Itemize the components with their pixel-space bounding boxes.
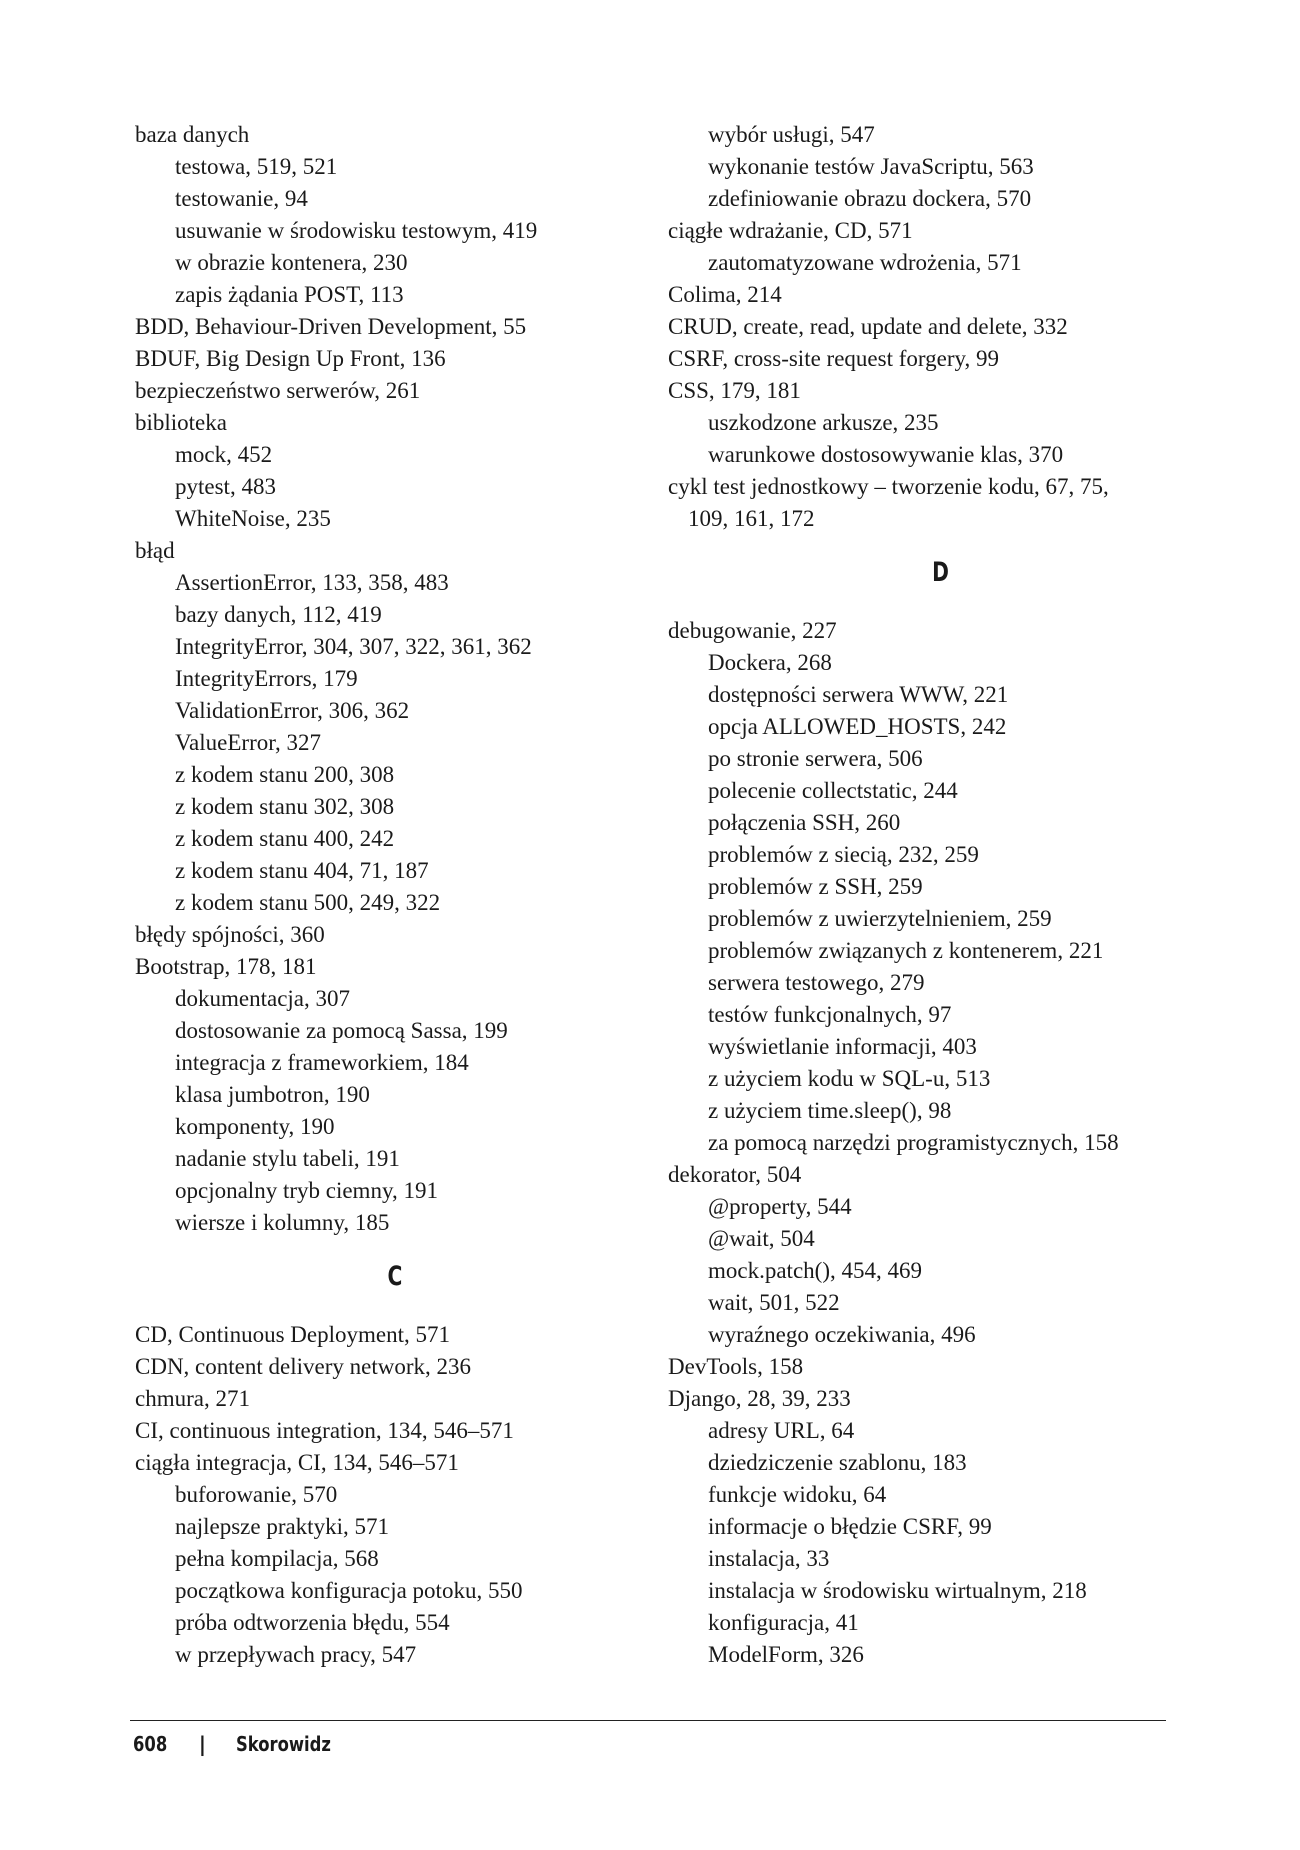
index-subentry: komponenty, 190 bbox=[175, 1114, 335, 1139]
index-subentry: instalacja, 33 bbox=[708, 1546, 830, 1571]
index-subentry: uszkodzone arkusze, 235 bbox=[708, 410, 939, 435]
index-entry: biblioteka bbox=[135, 410, 227, 435]
index-subentry: mock.patch(), 454, 469 bbox=[708, 1258, 922, 1283]
index-entry: Django, 28, 39, 233 bbox=[668, 1386, 851, 1411]
page-number: 608 bbox=[133, 1732, 168, 1756]
index-subentry: problemów związanych z kontenerem, 221 bbox=[708, 938, 1104, 963]
index-subentry: opcjonalny tryb ciemny, 191 bbox=[175, 1178, 438, 1203]
index-subentry: IntegrityErrors, 179 bbox=[175, 666, 358, 691]
index-entry: CI, continuous integration, 134, 546–571 bbox=[135, 1418, 514, 1443]
index-subentry: WhiteNoise, 235 bbox=[175, 506, 331, 531]
index-subentry: wykonanie testów JavaScriptu, 563 bbox=[708, 154, 1034, 179]
index-subentry: testowanie, 94 bbox=[175, 186, 308, 211]
index-entry: BDD, Behaviour-Driven Development, 55 bbox=[135, 314, 527, 339]
index-subentry: z kodem stanu 404, 71, 187 bbox=[175, 858, 429, 883]
index-entry: chmura, 271 bbox=[135, 1386, 250, 1411]
index-entry: ciągła integracja, CI, 134, 546–571 bbox=[135, 1450, 459, 1475]
index-subentry: usuwanie w środowisku testowym, 419 bbox=[175, 218, 538, 243]
index-entry: baza danych bbox=[135, 122, 250, 147]
index-subentry: @wait, 504 bbox=[708, 1226, 815, 1251]
index-subentry: po stronie serwera, 506 bbox=[708, 746, 923, 771]
index-subentry: Dockera, 268 bbox=[708, 650, 832, 675]
index-subentry: wybór usługi, 547 bbox=[708, 122, 875, 147]
index-subentry: klasa jumbotron, 190 bbox=[175, 1082, 370, 1107]
index-subentry: dziedziczenie szablonu, 183 bbox=[708, 1450, 967, 1475]
index-entry: Colima, 214 bbox=[668, 282, 782, 307]
footer-rule bbox=[130, 1720, 1166, 1721]
index-subentry: wait, 501, 522 bbox=[708, 1290, 840, 1315]
index-subentry: problemów z siecią, 232, 259 bbox=[708, 842, 979, 867]
index-subentry: ModelForm, 326 bbox=[708, 1642, 864, 1667]
index-subentry: informacje o błędzie CSRF, 99 bbox=[708, 1514, 992, 1539]
page-footer bbox=[133, 1730, 352, 1758]
index-subentry: warunkowe dostosowywanie klas, 370 bbox=[708, 442, 1064, 467]
index-subentry: z kodem stanu 500, 249, 322 bbox=[175, 890, 441, 915]
index-subentry: z kodem stanu 302, 308 bbox=[175, 794, 395, 819]
index-entry: BDUF, Big Design Up Front, 136 bbox=[135, 346, 446, 371]
index-subentry: zapis żądania POST, 113 bbox=[175, 282, 404, 307]
index-subentry: nadanie stylu tabeli, 191 bbox=[175, 1146, 400, 1171]
index-entry: błędy spójności, 360 bbox=[135, 922, 325, 947]
footer-separator: | bbox=[198, 1732, 207, 1756]
index-subentry: wiersze i kolumny, 185 bbox=[175, 1210, 390, 1235]
index-entry: debugowanie, 227 bbox=[668, 618, 837, 643]
index-subentry: z kodem stanu 200, 308 bbox=[175, 762, 395, 787]
section-letter: C bbox=[387, 1261, 403, 1292]
index-entry: CRUD, create, read, update and delete, 332 bbox=[668, 314, 1068, 339]
index-subentry: pytest, 483 bbox=[175, 474, 276, 499]
index-subentry: w przepływach pracy, 547 bbox=[175, 1642, 417, 1667]
index-column-right bbox=[668, 119, 1213, 1671]
index-subentry: problemów z uwierzytelnieniem, 259 bbox=[708, 906, 1052, 931]
index-subentry: mock, 452 bbox=[175, 442, 273, 467]
index-subentry: wyświetlanie informacji, 403 bbox=[708, 1034, 977, 1059]
index-subentry: z użyciem time.sleep(), 98 bbox=[708, 1098, 952, 1123]
index-entry: CDN, content delivery network, 236 bbox=[135, 1354, 471, 1379]
index-entry: CSRF, cross-site request forgery, 99 bbox=[668, 346, 999, 371]
index-subentry: najlepsze praktyki, 571 bbox=[175, 1514, 389, 1539]
section-title: Skorowidz bbox=[236, 1732, 332, 1756]
index-subentry: problemów z SSH, 259 bbox=[708, 874, 923, 899]
index-subentry: w obrazie kontenera, 230 bbox=[175, 250, 408, 275]
index-subentry: bazy danych, 112, 419 bbox=[175, 602, 382, 627]
index-entry-continuation: 109, 161, 172 bbox=[688, 506, 815, 531]
index-entry: DevTools, 158 bbox=[668, 1354, 804, 1379]
index-subentry: AssertionError, 133, 358, 483 bbox=[175, 570, 449, 595]
index-subentry: @property, 544 bbox=[708, 1194, 852, 1219]
index-subentry: dokumentacja, 307 bbox=[175, 986, 351, 1011]
index-subentry: za pomocą narzędzi programistycznych, 158 bbox=[708, 1130, 1119, 1155]
index-subentry: polecenie collectstatic, 244 bbox=[708, 778, 958, 803]
index-entry: CD, Continuous Deployment, 571 bbox=[135, 1322, 450, 1347]
index-subentry: z użyciem kodu w SQL-u, 513 bbox=[708, 1066, 991, 1091]
index-entry: błąd bbox=[135, 538, 175, 563]
index-subentry: testów funkcjonalnych, 97 bbox=[708, 1002, 952, 1027]
index-subentry: początkowa konfiguracja potoku, 550 bbox=[175, 1578, 523, 1603]
index-entry: bezpieczeństwo serwerów, 261 bbox=[135, 378, 421, 403]
index-subentry: zdefiniowanie obrazu dockera, 570 bbox=[708, 186, 1032, 211]
index-entry: dekorator, 504 bbox=[668, 1162, 802, 1187]
index-subentry: pełna kompilacja, 568 bbox=[175, 1546, 379, 1571]
index-entry: Bootstrap, 178, 181 bbox=[135, 954, 317, 979]
index-subentry: funkcje widoku, 64 bbox=[708, 1482, 887, 1507]
index-column-left bbox=[135, 119, 655, 1671]
index-subentry: adresy URL, 64 bbox=[708, 1418, 855, 1443]
index-subentry: testowa, 519, 521 bbox=[175, 154, 338, 179]
index-subentry: dostosowanie za pomocą Sassa, 199 bbox=[175, 1018, 508, 1043]
index-subentry: serwera testowego, 279 bbox=[708, 970, 925, 995]
index-subentry: zautomatyzowane wdrożenia, 571 bbox=[708, 250, 1022, 275]
section-letter: D bbox=[932, 557, 949, 588]
index-subentry: z kodem stanu 400, 242 bbox=[175, 826, 395, 851]
index-subentry: IntegrityError, 304, 307, 322, 361, 362 bbox=[175, 634, 532, 659]
index-subentry: opcja ALLOWED_HOSTS, 242 bbox=[708, 714, 1007, 739]
index-entry: CSS, 179, 181 bbox=[668, 378, 801, 403]
index-subentry: połączenia SSH, 260 bbox=[708, 810, 901, 835]
index-subentry: ValueError, 327 bbox=[175, 730, 321, 755]
index-subentry: dostępności serwera WWW, 221 bbox=[708, 682, 1009, 707]
index-subentry: instalacja w środowisku wirtualnym, 218 bbox=[708, 1578, 1087, 1603]
index-entry: ciągłe wdrażanie, CD, 571 bbox=[668, 218, 913, 243]
index-subentry: konfiguracja, 41 bbox=[708, 1610, 859, 1635]
index-subentry: buforowanie, 570 bbox=[175, 1482, 338, 1507]
index-subentry: wyraźnego oczekiwania, 496 bbox=[708, 1322, 976, 1347]
index-entry: cykl test jednostkowy – tworzenie kodu, 67, 75, bbox=[668, 474, 1109, 499]
index-subentry: integracja z frameworkiem, 184 bbox=[175, 1050, 469, 1075]
index-subentry: próba odtworzenia błędu, 554 bbox=[175, 1610, 450, 1635]
index-subentry: ValidationError, 306, 362 bbox=[175, 698, 410, 723]
